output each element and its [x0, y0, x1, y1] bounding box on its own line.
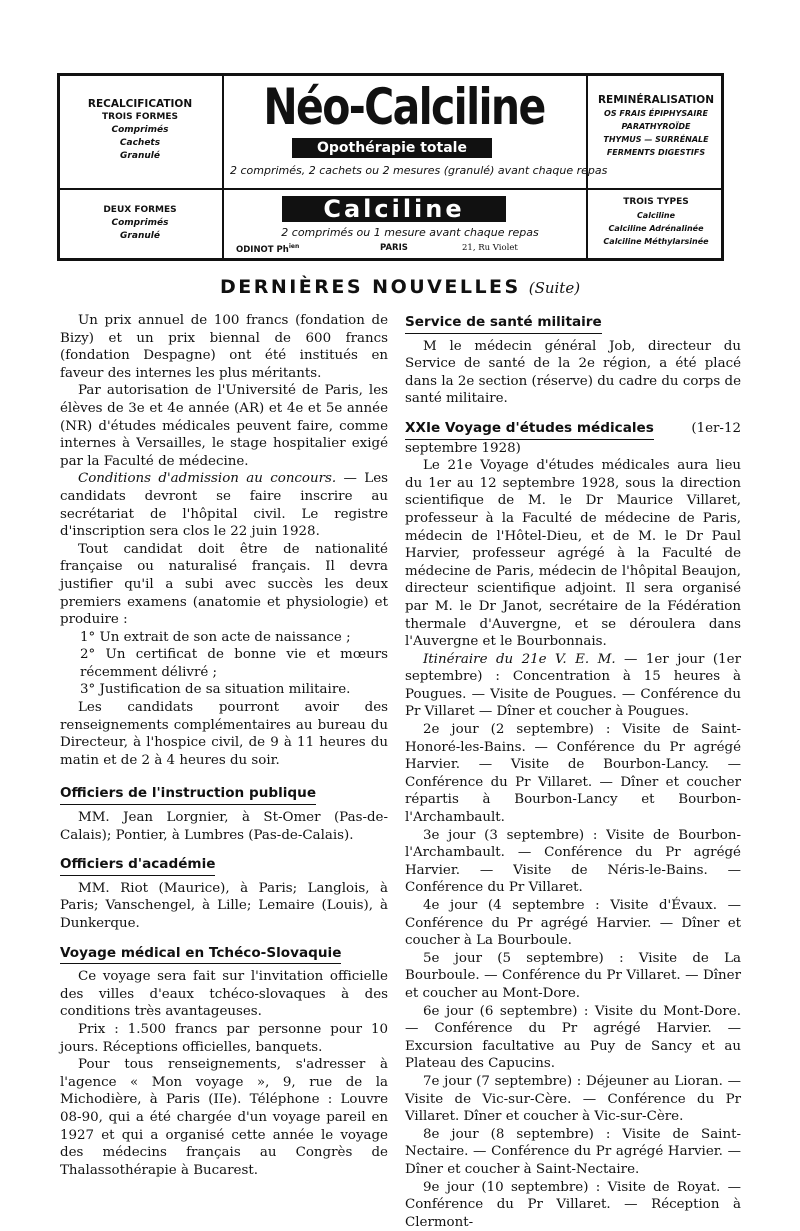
- paragraph: Conditions d'admission au concours. — Les candidats devront se faire inscrire au secrétariat de l'hôpital civil. Le registre d'inscription sera clos le 22 juin 1928.: [60, 470, 388, 540]
- paragraph: Ce voyage sera fait sur l'invitation officielle des villes d'eaux tchéco-slovaques à des conditions très avantageuses.: [60, 968, 388, 1021]
- ad-left-top-title: RECALCIFICATION: [64, 98, 216, 111]
- brand-logo-calciline: Calciline: [282, 196, 506, 222]
- ad-divider-left: [222, 76, 224, 258]
- ad-right-top-item: PARATHYROÏDE: [590, 120, 722, 133]
- paragraph-lead: Conditions d'admission au concours.: [78, 471, 336, 486]
- paragraph: Le 21e Voyage d'études médicales aura lieu du 1er au 12 septembre 1928, sous la direction scientifique de M. le Dr Maurice Villaret, professeur à la Faculté de médecine de Paris, médecin de l'Hôtel-Dieu, et de M. le Dr Paul Harvier, professeur agrégé à la Faculté de médecine de Paris, médecin de l'hôpital Beaujon, directeur scientifique adjoint. Il sera organisé par M. le Dr Janot, secrétaire de la Fédération thermale d'Auvergne, et se déroulera dans l'Auvergne et le Bourbonnais.: [405, 457, 741, 651]
- ad-left-top-item: Granulé: [64, 150, 216, 163]
- right-column: [405, 312, 741, 1231]
- ad-left-bottom-item: Granulé: [64, 230, 216, 243]
- ad-left-top: [64, 98, 216, 163]
- ad-left-top-subtitle: TROIS FORMES: [64, 111, 216, 124]
- page-title-suffix: (Suite): [529, 279, 580, 297]
- paragraph: 4e jour (4 septembre : Visite d'Évaux. — Conférence du Pr agrégé Harvier. — Dîner et coucher à La Bourboule.: [405, 897, 741, 950]
- list-item: 2° Un certificat de bonne vie et mœurs récemment délivré ;: [60, 646, 388, 681]
- maker-name: ODINOT $Ph^{ien}$: [236, 243, 299, 255]
- paragraph: Pour tous renseignements, s'adresser à l'agence « Mon voyage », 9, rue de la Michodière, à Paris (IIe). Téléphone : Louvre 08-90, qui a été chargée d'un voyage pareil en 1927 et qui a organisé cette année le voyage des médecins français au Congrès de Thalassothérapie à Bucarest.: [60, 1056, 388, 1179]
- dosage-line-2: 2 comprimés ou 1 mesure avant chaque repas: [260, 226, 560, 239]
- paragraph: Par autorisation de l'Université de Paris, les élèves de 3e et 4e année (AR) et 4e et 5e année (NR) d'études médicales peuvent faire, comme internes à Versailles, le stage hospitalier exigé par la Faculté de médecine.: [60, 382, 388, 470]
- ad-right-top-item: FERMENTS DIGESTIFS: [590, 146, 722, 159]
- section-heading-instruction-publique: Officiers de l'instruction publique: [60, 785, 316, 805]
- ad-right-top-item: THYMUS — SURRÉNALE: [590, 133, 722, 146]
- ad-right-top-item: OS FRAIS ÉPIPHYSAIRE: [590, 107, 722, 120]
- paragraph: Itinéraire du 21e V. E. M. — 1er jour (1er septembre) : Concentration à 15 heures à Pougues. — Visite de Pougues. — Conférence du Pr Villaret — Dîner et coucher à Pougues.: [405, 651, 741, 721]
- paragraph: M le médecin général Job, directeur du Service de santé de la 2e région, a été placé dans la 2e section (réserve) du cadre du corps de santé militaire.: [405, 338, 741, 408]
- paragraph-lead: Itinéraire du 21e V. E. M.: [423, 652, 616, 667]
- paragraph: 6e jour (6 septembre) : Visite du Mont-Dore. — Conférence du Pr agrégé Harvier. — Excursion facultative au Puy de Sancy et au Plateau des Capucins.: [405, 1003, 741, 1073]
- ad-right-bottom-item: Calciline Adrénalinée: [590, 222, 722, 235]
- ad-right-top-title: REMINÉRALISATION: [590, 94, 722, 107]
- paragraph: Prix : 1.500 francs par personne pour 10 jours. Réceptions officielles, banquets.: [60, 1021, 388, 1056]
- advertisement-box: [57, 73, 724, 261]
- ad-divider-horizontal: [60, 188, 721, 190]
- dosage-line-1: 2 comprimés, 2 cachets ou 2 mesures (granulé) avant chaque repas: [230, 164, 580, 177]
- maker-city: PARIS: [380, 243, 408, 253]
- ad-left-bottom: [64, 204, 216, 243]
- ad-left-top-item: Comprimés: [64, 124, 216, 137]
- ad-left-bottom-title: DEUX FORMES: [64, 204, 216, 217]
- paragraph: 2e jour (2 septembre) : Visite de Saint-Honoré-les-Bains. — Conférence du Pr agrégé Harvier. — Visite de Bourbon-Lancy. — Conférence du Pr Villaret. — Dîner et coucher répartis à Bourbon-Lancy et Bourbon-l'Archambault.: [405, 721, 741, 827]
- paragraph: 9e jour (10 septembre) : Visite de Royat. — Conférence du Pr Villaret. — Réception à Clermont-: [405, 1179, 741, 1231]
- paragraph: Les candidats pourront avoir des renseignements complémentaires au bureau du Directeur, à l'hospice civil, de 9 à 11 heures du matin et de 2 à 4 heures du soir.: [60, 699, 388, 769]
- paragraph: 8e jour (8 septembre) : Visite de Saint-Nectaire. — Conférence du Pr agrégé Harvier. — Dîner et coucher à Saint-Nectaire.: [405, 1126, 741, 1179]
- paragraph: MM. Jean Lorgnier, à St-Omer (Pas-de-Calais); Pontier, à Lumbres (Pas-de-Calais).: [60, 809, 388, 844]
- page-title-text: DERNIÈRES NOUVELLES: [220, 276, 521, 298]
- brand-tagline: Opothérapie totale: [292, 138, 492, 158]
- ad-right-bottom-item: Calciline Méthylarsinée: [590, 235, 722, 248]
- section-heading-sante-militaire: Service de santé militaire: [405, 314, 602, 334]
- paragraph: MM. Riot (Maurice), à Paris; Langlois, à Paris; Vanschengel, à Lille; Lemaire (Louis), à Dunkerque.: [60, 880, 388, 933]
- ad-right-bottom-item: Calciline: [590, 209, 722, 222]
- brand-logo-neo-calciline: Néo-Calciline: [260, 80, 549, 134]
- ad-right-bottom-title: TROIS TYPES: [590, 196, 722, 209]
- section-heading-academie: Officiers d'académie: [60, 856, 215, 876]
- left-column: [60, 312, 388, 1179]
- paragraph: Tout candidat doit être de nationalité française ou naturalisé français. Il devra justifier qu'il a subi avec succès les deux premiers examens (anatomie et physiologie) et produire :: [60, 541, 388, 629]
- ad-right-top: [590, 94, 722, 159]
- section-heading-dates: (1er-12 septembre 1928): [405, 421, 741, 456]
- list-item: 1° Un extrait de son acte de naissance ;: [60, 629, 388, 647]
- ad-left-top-item: Cachets: [64, 137, 216, 150]
- page-title: [0, 276, 800, 298]
- paragraph: 5e jour (5 septembre) : Visite de La Bourboule. — Conférence du Pr Villaret. — Dîner et coucher au Mont-Dore.: [405, 950, 741, 1003]
- maker-address: 21, Ru Violet: [462, 243, 518, 253]
- ad-right-bottom: [590, 196, 722, 248]
- ad-left-bottom-item: Comprimés: [64, 217, 216, 230]
- section-heading-voyage-etudes: XXIe Voyage d'études médicales: [405, 420, 654, 440]
- list-item: 3° Justification de sa situation militaire.: [60, 681, 388, 699]
- section-heading-voyage-tcheco: Voyage médical en Tchéco-Slovaquie: [60, 945, 341, 965]
- paragraph: 7e jour (7 septembre) : Déjeuner au Lioran. — Visite de Vic-sur-Cère. — Conférence du Pr Villaret. Dîner et coucher à Vic-sur-Cère.: [405, 1073, 741, 1126]
- paragraph: Un prix annuel de 100 francs (fondation de Bizy) et un prix biennal de 600 francs (fondation Despagne) ont été institués en faveur des internes les plus méritants.: [60, 312, 388, 382]
- paragraph: 3e jour (3 septembre) : Visite de Bourbon-l'Archambault. — Conférence du Pr agrégé Harvier. — Visite de Néris-le-Bains. — Conférence du Pr Villaret.: [405, 827, 741, 897]
